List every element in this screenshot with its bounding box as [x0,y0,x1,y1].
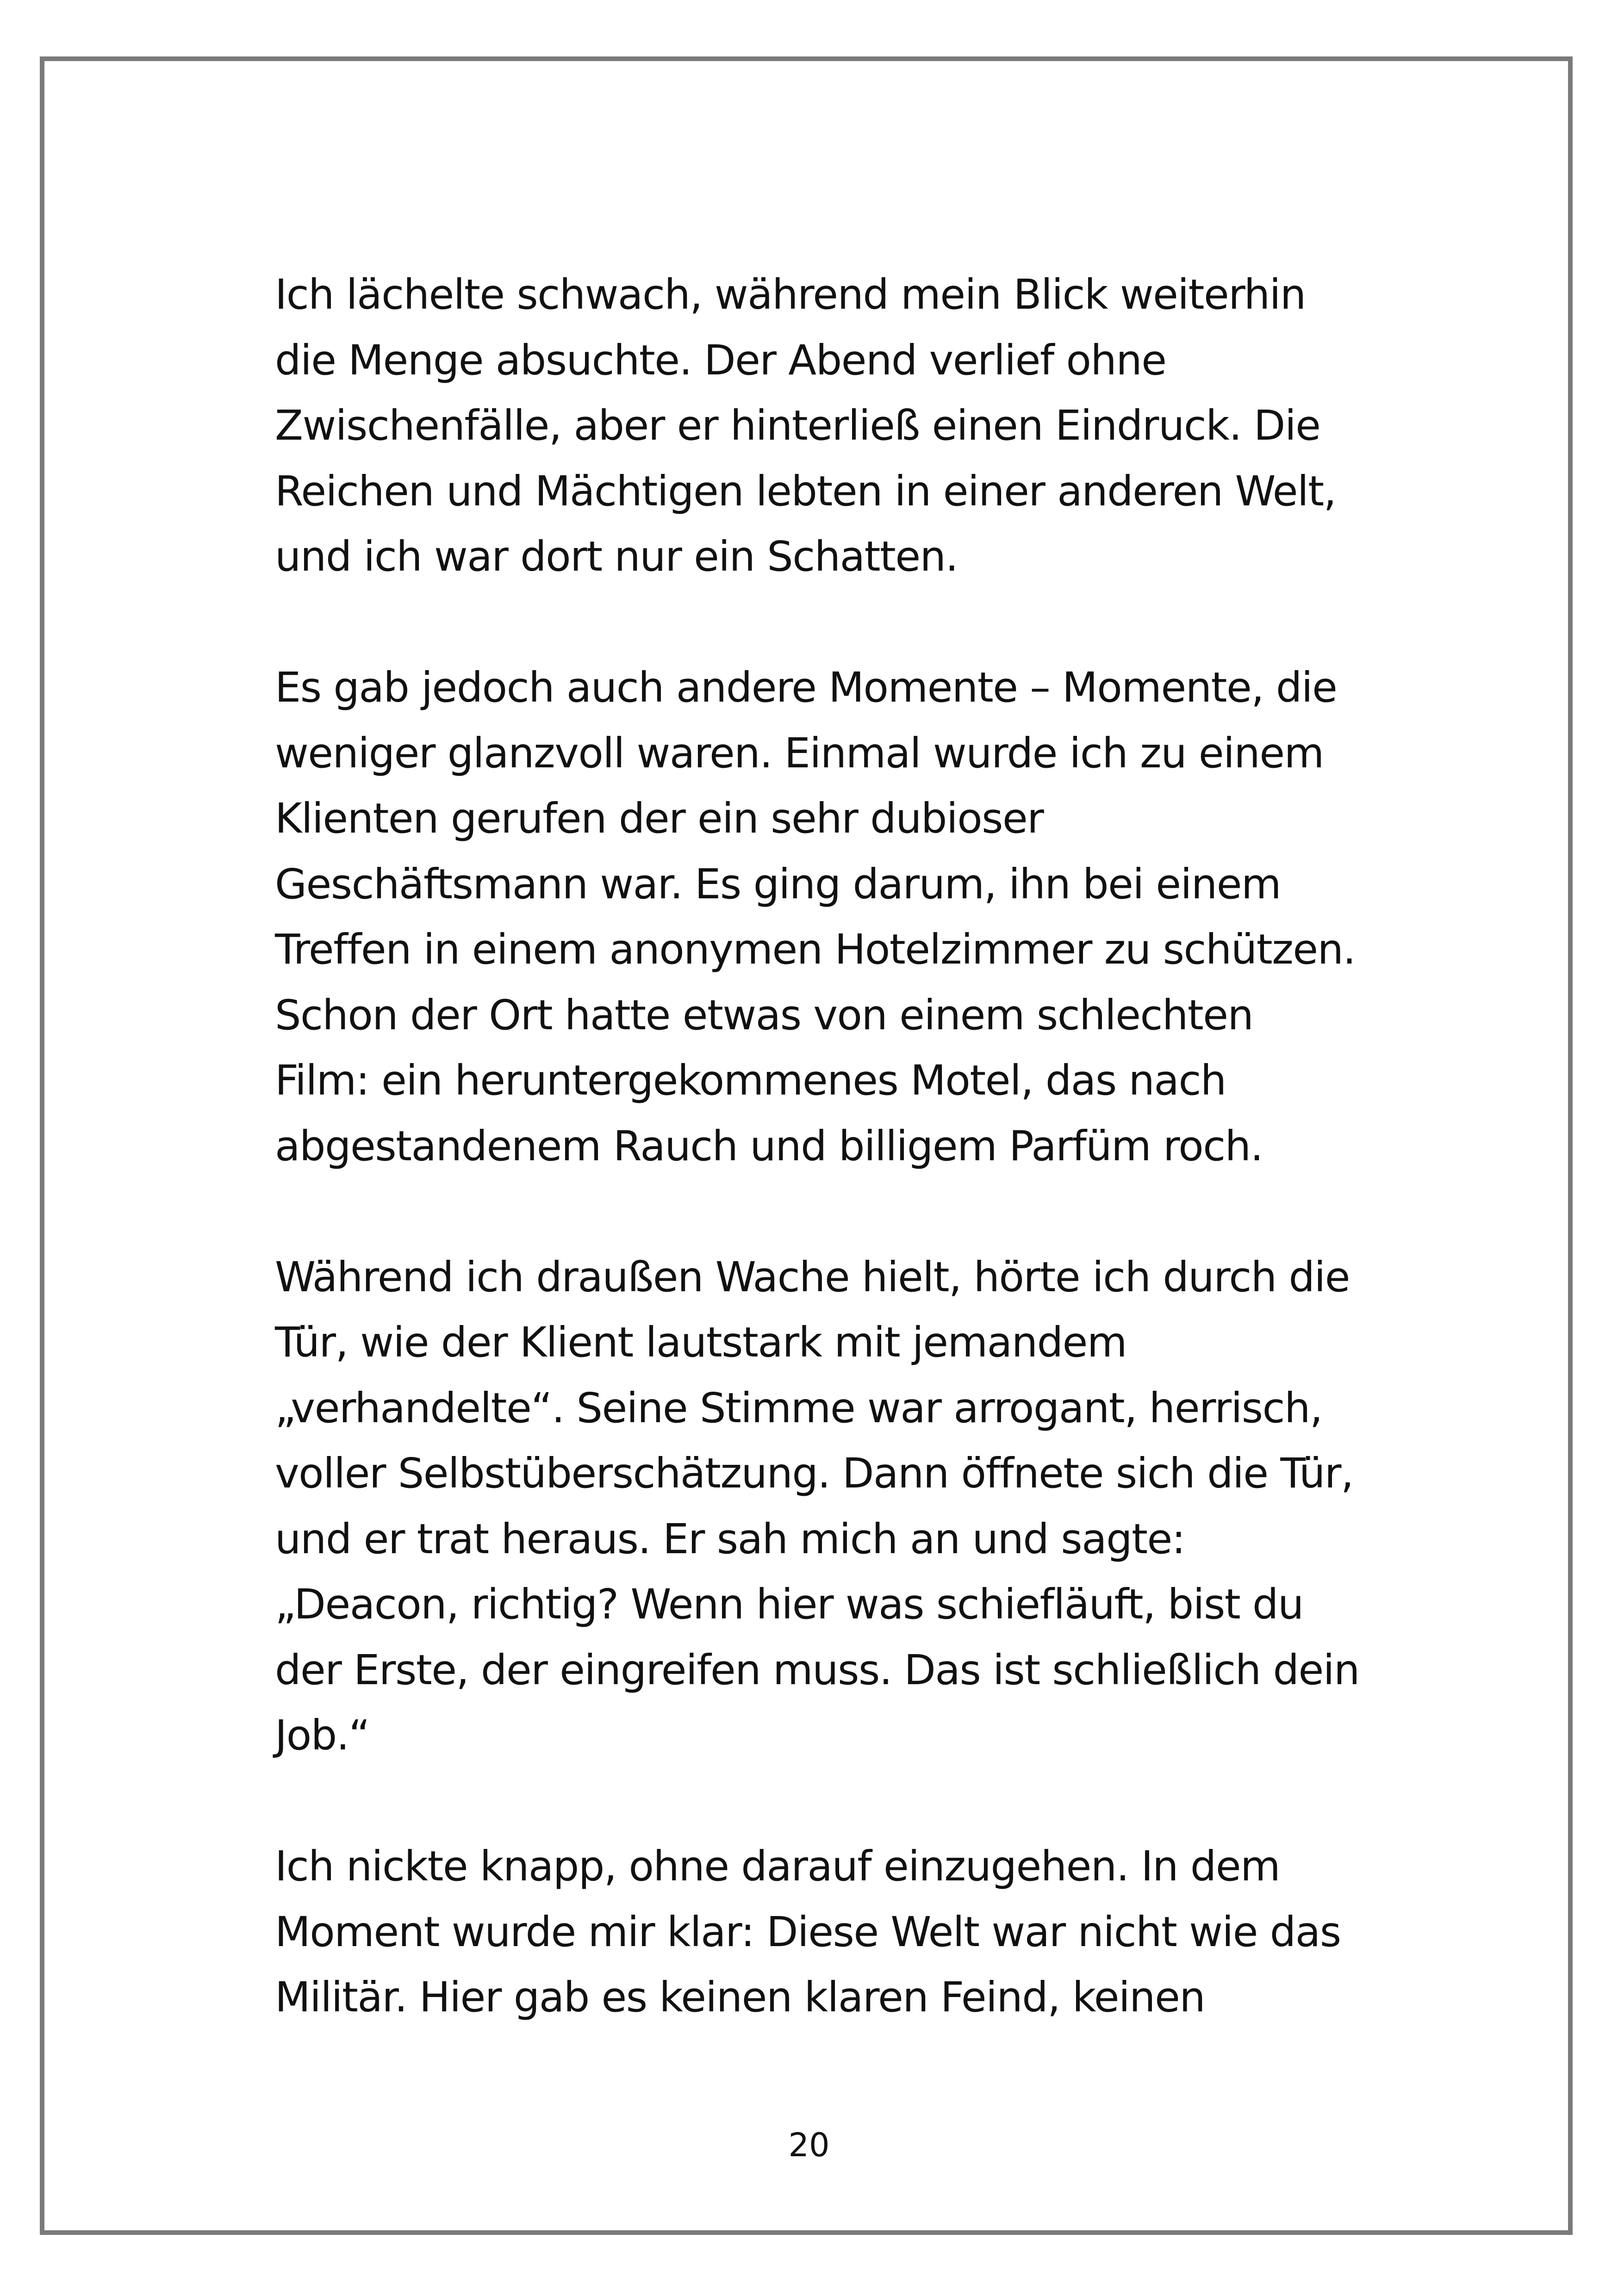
paragraph [275,1244,1395,1768]
text-line: voller Selbstüberschätzung. Dann öffnete sich die Tür, [275,1449,1353,1497]
text-line: und er trat heraus. Er sah mich an und sagte: [275,1514,1185,1563]
paragraph [275,262,1395,590]
text-line: Militär. Hier gab es keinen klaren Feind, keinen [275,1973,1205,2021]
page-number: 20 [788,2126,830,2164]
body-text [275,262,1395,2030]
text-line: Ich lächelte schwach, während mein Blick weiterhin [275,270,1306,318]
text-line: Geschäftsmann war. Es ging darum, ihn bei einem [275,859,1281,908]
text-line: Job.“ [275,1711,370,1759]
text-line: die Menge absuchte. Der Abend verlief ohne [275,336,1166,384]
text-line: der Erste, der eingreifen muss. Das ist schließlich dein [275,1645,1359,1694]
text-line: weniger glanzvoll waren. Einmal wurde ich zu einem [275,728,1324,777]
text-line: Klienten gerufen der ein sehr dubioser [275,794,1044,842]
text-line: Ich nickte knapp, ohne darauf einzugehen. In dem [275,1842,1280,1890]
paragraph [275,655,1395,1179]
paragraph [275,1834,1395,2030]
text-line: „verhandelte“. Seine Stimme war arrogant, herrisch, [275,1383,1322,1432]
text-line: Zwischenfälle, aber er hinterließ einen Eindruck. Die [275,401,1320,449]
text-line: Moment wurde mir klar: Diese Welt war nicht wie das [275,1907,1341,1956]
text-line: Treffen in einem anonymen Hotelzimmer zu schützen. [275,925,1356,973]
text-line: Während ich draußen Wache hielt, hörte ich durch die [275,1252,1350,1301]
text-line: „Deacon, richtig? Wenn hier was schiefläuft, bist du [275,1580,1303,1628]
text-line: Tür, wie der Klient lautstark mit jemandem [275,1318,1127,1366]
text-line: Film: ein heruntergekommenes Motel, das nach [275,1056,1226,1104]
text-line: und ich war dort nur ein Schatten. [275,532,958,580]
text-line: Schon der Ort hatte etwas von einem schlechten [275,990,1253,1039]
text-line: Reichen und Mächtigen lebten in einer anderen Welt, [275,467,1336,515]
text-line: abgestandenem Rauch und billigem Parfüm roch. [275,1121,1263,1170]
text-line: Es gab jedoch auch andere Momente – Momente, die [275,663,1337,711]
